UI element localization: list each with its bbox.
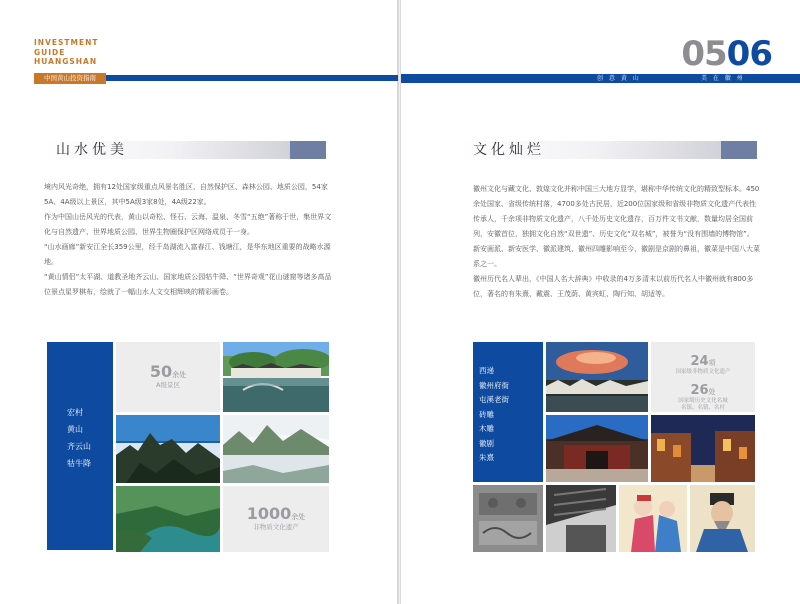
culture-item: 砖雕 xyxy=(479,409,494,419)
slogan-part-1: 创 意 黄 山 xyxy=(597,75,641,82)
paragraph: 作为中国山岳风光的代表，黄山以奇松、怪石、云海、温泉、冬雪“五绝”著称于世，集世界文化与自然遗产、世界地质公园、世界生物圈保护区网络成员于一身。 xyxy=(44,213,332,236)
culture-list-panel xyxy=(473,342,543,482)
page-number-left: 05 xyxy=(681,34,727,74)
brand-logo-text xyxy=(34,38,99,67)
stat-caption: 名镇、名镇、名村 xyxy=(680,405,725,411)
culture-item: 木雕 xyxy=(479,424,494,433)
place-list-panel xyxy=(47,342,113,550)
xidi-village-sunset-photo xyxy=(546,342,648,412)
culture-body-text xyxy=(473,182,763,302)
section-header-accent xyxy=(721,141,757,159)
culture-item: 徽州府衙 xyxy=(479,380,509,390)
stat-number: 1000 xyxy=(246,504,292,523)
stat-caption: A级景区 xyxy=(156,381,180,389)
paragraph: 境内风光奇绝，拥有12处国家级重点风景名胜区、自然保护区、森林公园、地质公园，54家5A、4A级以上景区，其中5A级3家8处，4A级22家。 xyxy=(44,183,328,206)
paragraph: 新安画派、新安医学、徽派建筑、徽州四雕影响至今，徽剧是京剧的鼻祖，徽菜是中国八大菜系之一。 xyxy=(473,245,760,268)
header-blue-bar-right xyxy=(401,74,800,83)
paragraph: 徽州文化与藏文化、敦煌文化并称中国三大地方显学，堪称中华传统文化的精致型标本。450余处国家、省级传统村落，4700多处古民居，近200位国家级和省级非物质文化遗产代表性传承人，千余项非物质文化遗产，八千处历史文化遗存，百万件文书文献，数量均居全国前列，安徽首位，独拥文化自然“双世遗”、历史文化“双名城”，被誉为“没有围墙的博物馆”。 xyxy=(473,185,760,238)
stat-caption: 非物质文化遗产 xyxy=(253,523,299,531)
stat-caption: 国家级非物质文化遗产 xyxy=(675,369,731,375)
brand-line-3: HUANGSHAN xyxy=(34,57,98,66)
brick-carving-photo xyxy=(473,485,543,552)
stat-unit: 项 xyxy=(708,359,716,367)
brand-line-1: INVESTMENT xyxy=(34,38,99,47)
stat-unit: 余处 xyxy=(172,371,187,379)
paragraph: “黄山情侣”太平湖、道教圣地齐云山、国家地质公园牯牛降、“世界奇观”花山谜窟等诸多高品位景点星罗棋布，绘就了一幅山水人文交相辉映的精彩画卷。 xyxy=(44,273,332,296)
huangshan-sea-of-clouds-photo xyxy=(116,415,220,483)
paragraph: 徽州历代名人辈出，《中国人名大辞典》中收录的4万多清末以前历代名人中徽州就有800多位，著名的有朱熹、戴震、王茂荫、黄宾虹、陶行知、胡适等。 xyxy=(473,275,754,298)
stat-panel-scenic xyxy=(116,342,220,412)
wood-carving-photo xyxy=(546,485,616,552)
zhuxi-portrait-photo xyxy=(690,485,755,552)
stat-unit: 余处 xyxy=(291,513,306,521)
place-item: 黄山 xyxy=(67,425,83,434)
right-page xyxy=(401,0,800,604)
huizhou-government-office-photo xyxy=(546,415,648,482)
qiyun-mountain-photo xyxy=(223,415,329,483)
stat-panel-heritage xyxy=(223,486,329,552)
culture-item: 西递 xyxy=(479,366,494,375)
stat-unit: 处 xyxy=(708,388,716,396)
place-item: 宏村 xyxy=(67,408,83,417)
culture-item: 屯溪老街 xyxy=(479,395,509,404)
stat-number: 50 xyxy=(149,362,173,381)
slogan-part-2: 美 在 徽 州 xyxy=(701,75,745,82)
stat-number: 26 xyxy=(690,383,709,398)
stat-number: 24 xyxy=(690,354,709,369)
section-header-accent xyxy=(290,141,326,159)
section-title: 文化灿烂 xyxy=(473,142,545,158)
place-item: 牯牛降 xyxy=(67,459,91,468)
page-number-right: 06 xyxy=(726,34,772,74)
hui-opera-photo xyxy=(619,485,687,552)
place-item: 齐云山 xyxy=(67,442,91,451)
culture-item: 朱熹 xyxy=(479,453,494,462)
section-header-landscape xyxy=(44,141,326,159)
culture-item: 徽剧 xyxy=(479,438,494,448)
landscape-body-text xyxy=(44,180,334,300)
section-title: 山水优美 xyxy=(56,142,128,158)
paragraph: “山水画廊”新安江全长359公里，经千岛湖流入富春江、钱塘江，是华东地区重要的战略水源地。 xyxy=(44,243,331,266)
section-header-culture xyxy=(461,141,757,159)
left-page xyxy=(0,0,398,604)
header-blue-bar-left xyxy=(106,75,398,81)
guniujiang-lake-photo xyxy=(116,486,220,552)
tunxi-old-street-photo xyxy=(651,415,755,482)
brand-line-2: GUIDE xyxy=(34,47,66,57)
stat-caption: 国家级历史文化名城 xyxy=(678,398,728,404)
stat-panel-culture xyxy=(651,342,755,412)
page-number xyxy=(681,34,772,74)
guide-tag: 中国黄山投资指南 xyxy=(34,73,106,84)
hongcun-village-photo xyxy=(223,342,329,412)
